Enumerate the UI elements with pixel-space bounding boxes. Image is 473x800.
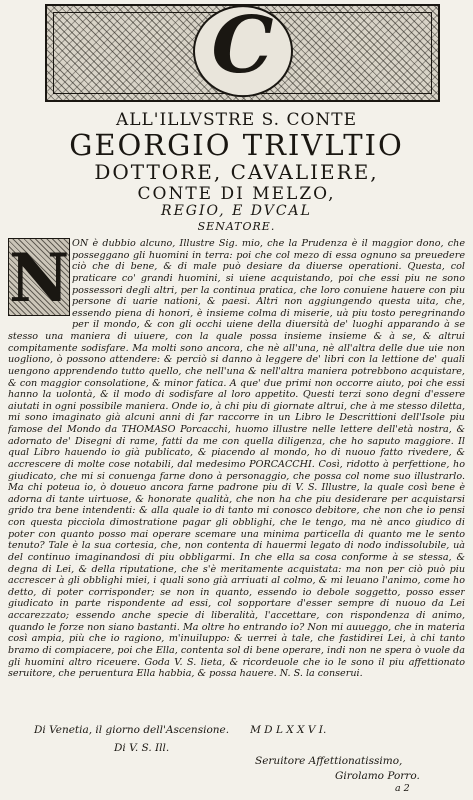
dateline — [34, 724, 326, 736]
dedication-line-3: DOTTORE, CAVALIERE, — [94, 160, 379, 184]
signature-mark: a 2 — [395, 783, 410, 794]
dedication-line-5: REGIO, E DVCAL — [161, 203, 312, 219]
dedication-line-1: ALL'ILLVSTRE S. CONTE — [115, 110, 358, 130]
dedication-line-6: SENATORE. — [197, 220, 276, 233]
dedication-line-4: CONTE DI MELZO, — [137, 184, 336, 204]
dedication-line-2: GEORGIO TRIVLTIO — [69, 128, 404, 162]
date-year: M D L X X V I. — [250, 724, 327, 736]
letter-body — [8, 238, 465, 724]
signature: Girolamo Porro. — [335, 770, 420, 782]
drop-cap-letter: N — [9, 239, 70, 317]
letter-text: ON è dubbio alcuno, Illustre Sig. mio, che la Prudenza è il maggior dono, che posseggano gli huomini in terra: poi che col mezo di essa ognuno sa preuedere ciò che di bene, & di male può desiare da diuerse operationi. Questa, col praticare co' grandi huomini, si uiene acquistando, poi che essi piu ne sono possessori degli altri, per la continua pratica, che loro conuiene hauere con piu persone di uarie nationi, & paesi. Altri non aggiungendo questa uita, che, essendo piena di honori, è insieme colma di miserie, uà piu tosto peregrinando per il mondo, & con gli occhi uiene della diuersità de' luoghi apparando à se stesso una maniera di uiuere, con la quale possa insieme insieme & à se, & altrui compitamente sodisfare. Ma molti sono ancora, che nè all'una, nè all'altra delle due uie non uogliono, ò possono attendere: & perciò si danno à leggere de' libri con la lettione de' quali uengono apprendendo tutto quello, che nell'una & nell'altra maniera potrebbono acquistare, & con maggior consolatione, & minor fatica. A que' due primi non occorre aiuto, poi che essi hanno la uolontà, & il modo di sodisfare al loro appetito. Questi terzi sono degni d'essere aiutati in ogni possibile maniera. Onde io, à chi piu di giornate altrui, che à me stesso diletta, mi sono imaginato già alcuni anni di far raccorre in un Libro le Descrittioni dell'Isole piu famose del Mondo da THOMASO Porcacchi, huomo illustre nelle lettere dell'età nostra, & adornato de' Disegni di rame, fatti da me con quella diligenza, che ho saputo maggiore. Il qual Libro hauendo io già publicato, & piacendo al mondo, ho di nuouo fatto rivedere, & accrescere di molte cose notabili, dal medesimo PORCACCHI. Così, ridotto à perfettione, ho giudicato, che mi si conuenga farne dono à personaggio, che possa col nome suo illustrarlo. Ma chi poteua io, ò doueuo ancora farne padrone piu di V. S. Illustre, la quale così bene è adorna di tante uirtuose, & honorate qualità, che non ha che piu desiderare per acquistarsi grido tra bene intendenti: & alla quale io di tanto mi conosco debitore, che non che io pensi con questa picciola dimostratione pagar gli obblighi, che le tengo, ma nè anco giudico di poter con quanto posso mai operare scemare una minima particella di quanto me le sento tenuto? Tale è la sua cortesia, che, non contenta di hauermi legato di nodo indissolubile, uà del continuo imaginandosi di piu obbligarmi. In che ella sa cosa conforme à se stessa, & degna di Lei, & della riputatione, che s'è meritamente acquistata: ma non per ciò può piu accrescer à gli obblighi miei, i quali sono già arriuati al colmo, & mi leuano l'animo, come ho detto, di poter corrisponder; se non in quanto, essendo io debole soggetto, posso esser giudicato in parte rispondente ad essi, col sopportare d'esser sempre di nuouo da Lei accarezzato; essendo anche specie di liberalità, l'accettare, con rispondenza di animo, quando le forze non siano bastanti. Ma oltre ho entrando io? Non mi auueggo, che in materia così ampia, più che io ragiono, m'inuiluppo: & uerrei à tale, che fastidirei Lei, à chi tanto bramo di compiacere, poi che Ella, contenta sol di bene operare, indi non ne spera ò vuole da gli huomini altro riceuere. Goda V. S. lieta, & ricordeuole che io le sono il piu affettionato seruitore, che peruentura Ella habbia, & possa hauere. N. S. la conserui. — [8, 238, 465, 680]
ornamental-headpiece — [45, 0, 440, 102]
salutation: Di V. S. Ill. — [114, 742, 170, 754]
headpiece-initial-letter: C — [193, 5, 293, 97]
date-place: Di Venetia, il giorno dell'Ascensione. — [34, 724, 230, 736]
servant-line: Seruitore Affettionatissimo, — [255, 755, 403, 767]
drop-cap-space — [8, 238, 72, 320]
